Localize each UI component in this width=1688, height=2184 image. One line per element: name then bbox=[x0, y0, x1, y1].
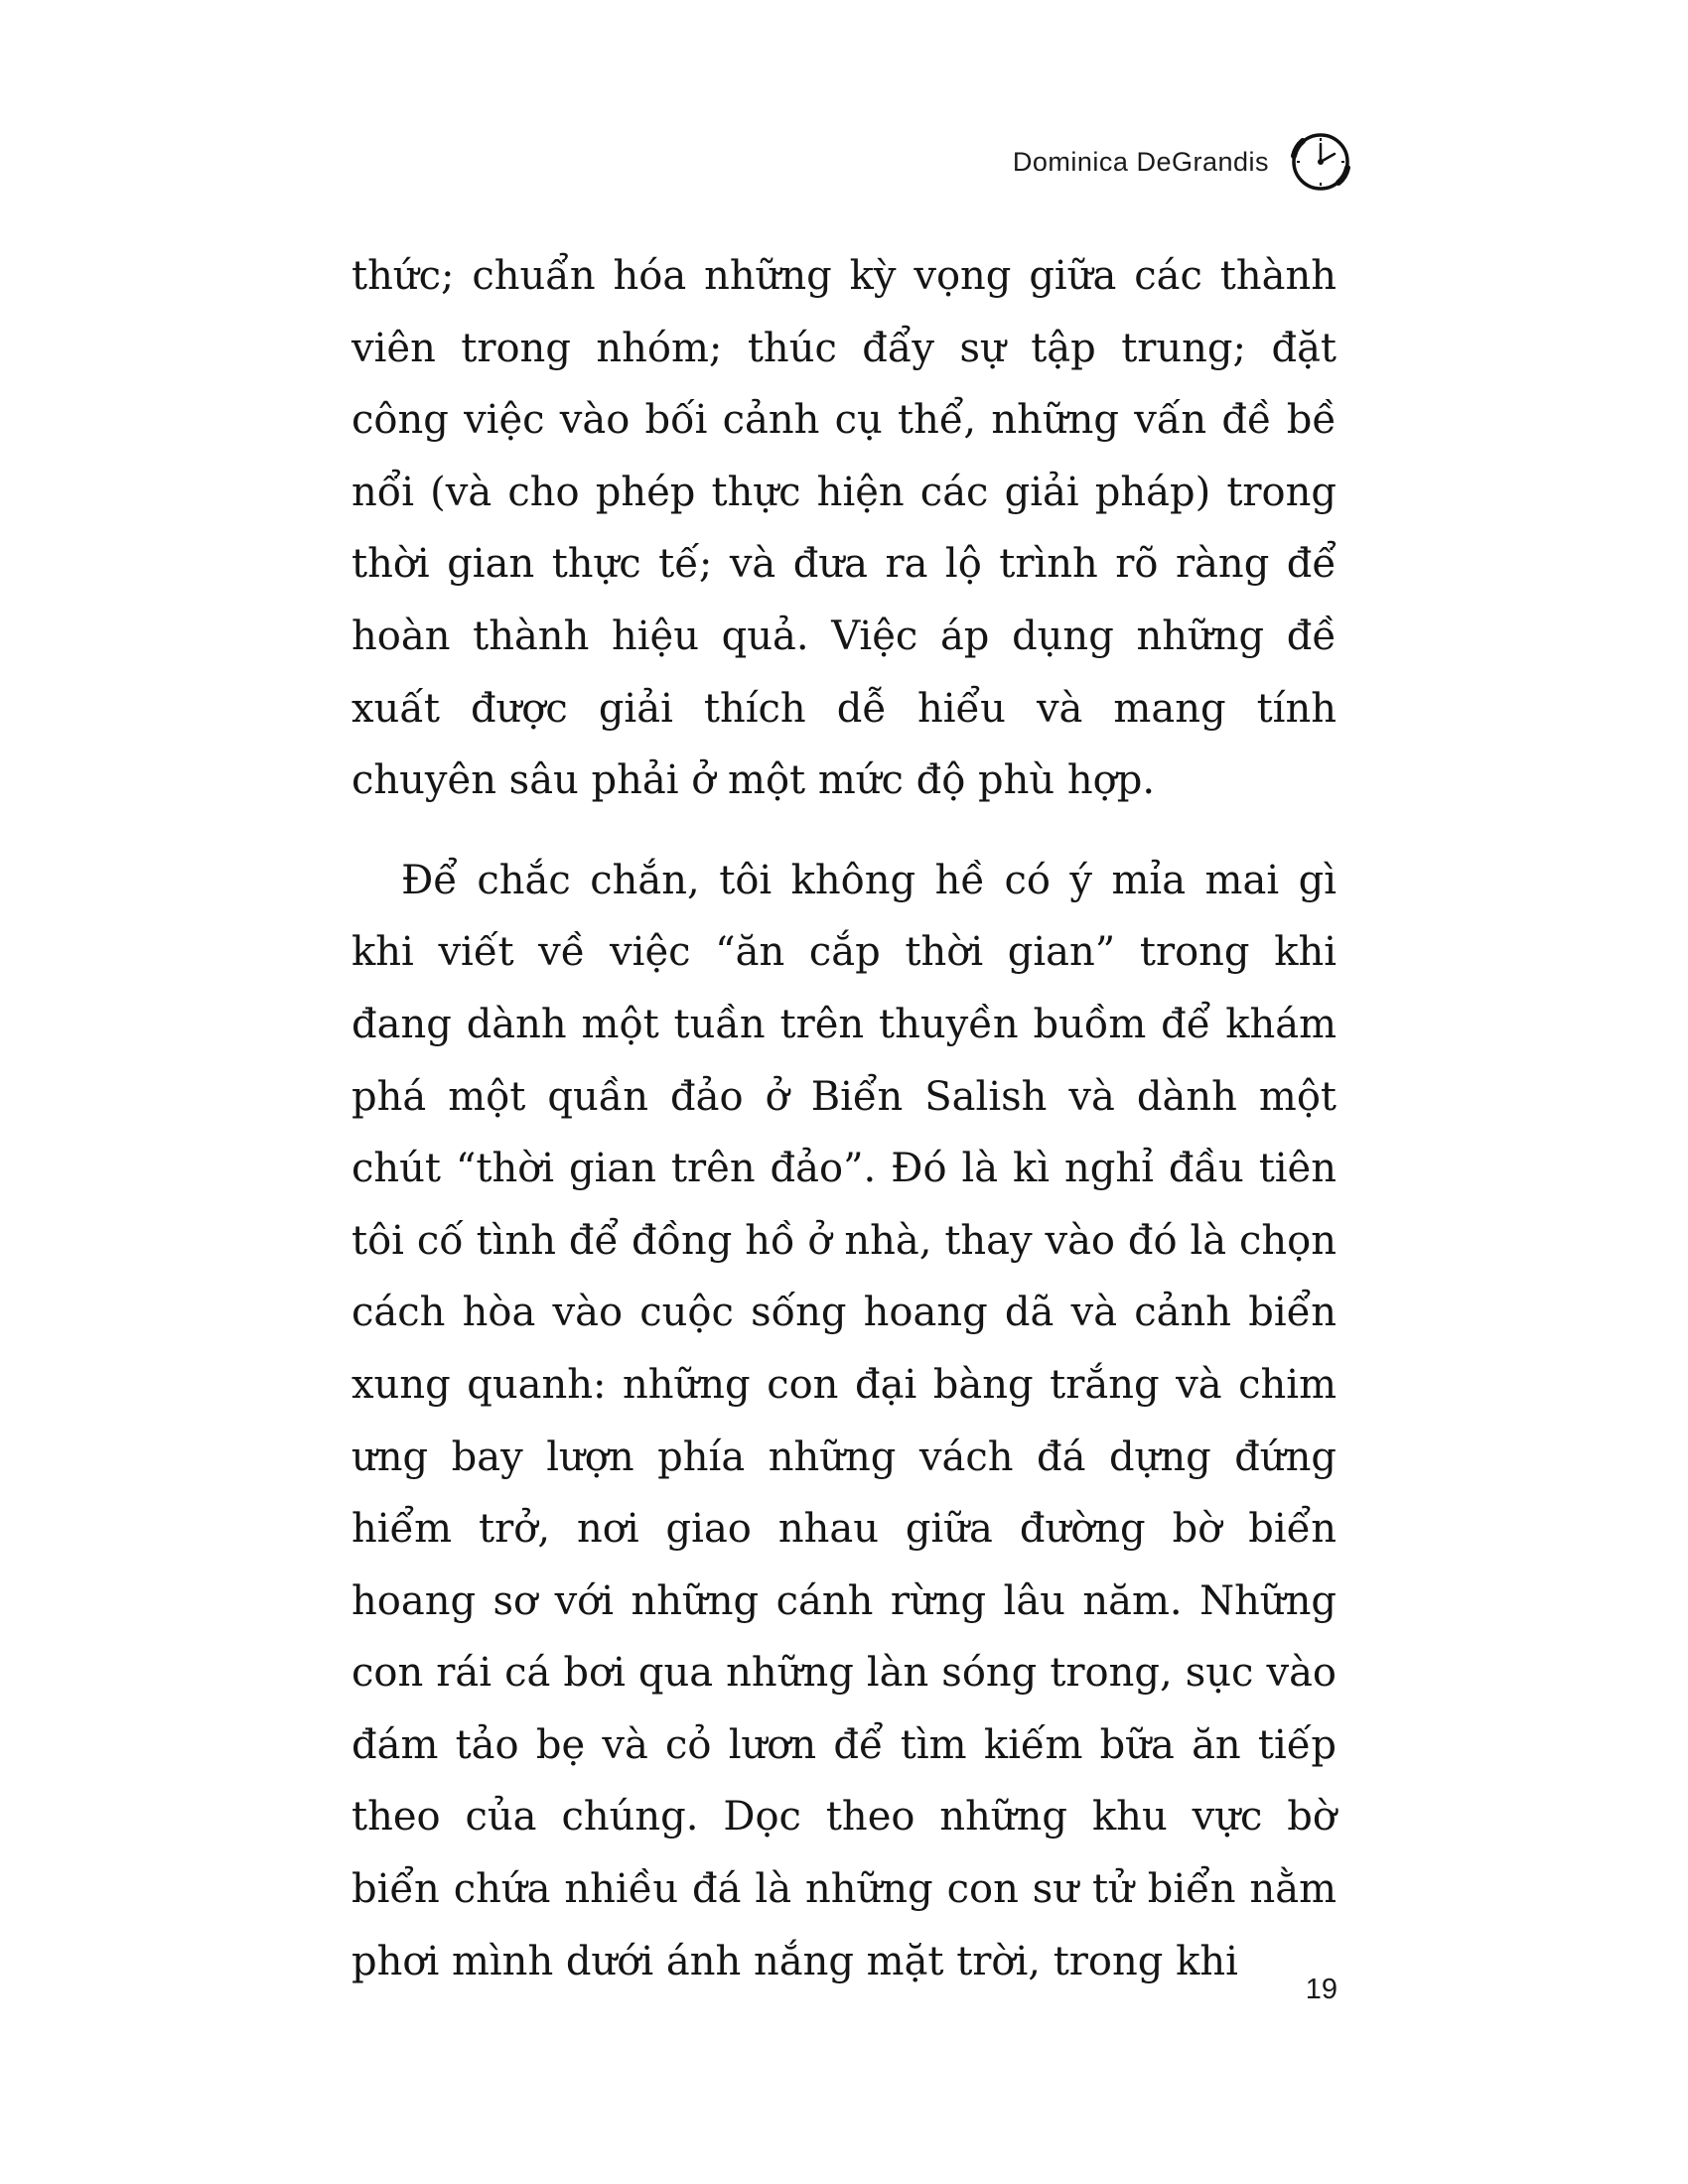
paragraph-continued: thức; chuẩn hóa những kỳ vọng giữa các thành viên trong nhóm; thúc đẩy sự tập trung; đặt công việc vào bối cảnh cụ thể, những vấn đề bề nổi (và cho phép thực hiện các giải pháp) trong thời gian thực tế; và đưa ra lộ trình rõ ràng để hoàn thành hiệu quả. Việc áp dụng những đề xuất được giải thích dễ hiểu và mang tính chuyên sâu phải ở một mức độ phù hợp. bbox=[352, 253, 1336, 804]
running-header bbox=[1013, 127, 1352, 197]
paragraph: Để chắc chắn, tôi không hề có ý mỉa mai gì khi viết về việc “ăn cắp thời gian” trong khi đang dành một tuần trên thuyền buồm để khám phá một quần đảo ở Biển Salish và dành một chút “thời gian trên đảo”. Đó là kì nghỉ đầu tiên tôi cố tình để đồng hồ ở nhà, thay vào đó là chọn cách hòa vào cuộc sống hoang dã và cảnh biển xung quanh: những con đại bàng trắng và chim ưng bay lượn phía những vách đá dựng đứng hiểm trở, nơi giao nhau giữa đường bờ biển hoang sơ với những cánh rừng lâu năm. Những con rái cá bơi qua những làn sóng trong, sục vào đám tảo bẹ và cỏ lươn để tìm kiếm bữa ăn tiếp theo của chúng. Dọc theo những khu vực bờ biển chứa nhiều đá là những con sư tử biển nằm phơi mình dưới ánh nắng mặt trời, trong khi bbox=[352, 857, 1336, 1984]
author-name: Dominica DeGrandis bbox=[1012, 146, 1269, 177]
page-number: 19 bbox=[1305, 1974, 1337, 2005]
body-text bbox=[352, 240, 1336, 1997]
clock-icon bbox=[1289, 130, 1352, 194]
